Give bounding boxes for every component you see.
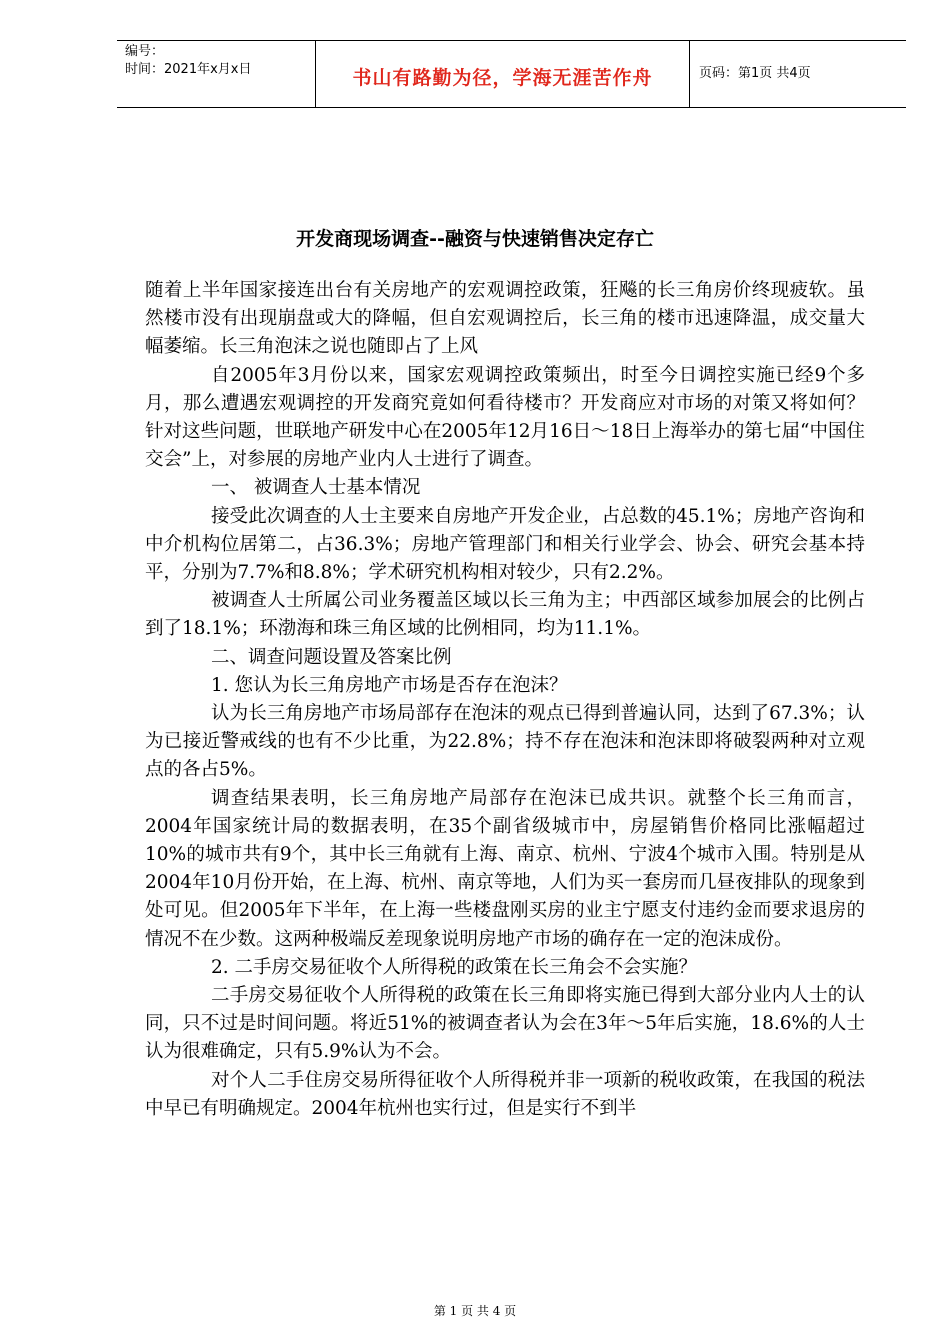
document-body [145,277,865,1123]
paragraph: 接受此次调查的人士主要来自房地产开发企业，占总数的45.1%；房地产咨询和中介机构位居第二，占36.3%；房地产管理部门和相关行业学会、协会、研究会基本持平，分别为7.7%和8.8%；学术研究机构相对较少，只有2.2%。 [145,505,865,584]
header-motto: 书山有路勤为径，学海无涯苦作舟 [352,67,653,89]
document-title: 开发商现场调查--融资与快速销售决定存亡 [296,228,654,250]
header-page-cell [689,41,906,107]
header-table [117,40,906,108]
section-heading: 二、调查问题设置及答案比例 [211,646,452,668]
question-heading: 1. 您认为长三角房地产市场是否存在泡沫？ [211,674,568,696]
question-heading: 2. 二手房交易征收个人所得税的政策在长三角会不会实施？ [211,956,698,978]
paragraph: 对个人二手住房交易所得征收个人所得税并非一项新的税收政策，在我国的税法中早已有明确规定。2004年杭州也实行过，但是实行不到半 [145,1069,865,1119]
paragraph: 被调查人士所属公司业务覆盖区域以长三角为主；中西部区域参加展会的比例占到了18.1%；环渤海和珠三角区域的比例相同，均为11.1%。 [145,590,865,640]
section-heading: 一、 被调查人士基本情况 [211,477,421,499]
paragraph: 自2005年3月份以来，国家宏观调控政策频出，时至今日调控实施已经9个多月，那么遭遇宏观调控的开发商究竟如何看待楼市？开发商应对市场的对策又将如何？针对这些问题，世联地产研发中心在2005年12月16日～18日上海举办的第七届“中国住交会”上，对参展的房地产业内人士进行了调查。 [145,364,865,471]
header-page-number: 页码：第1页 共4页 [699,66,811,81]
page-footer: 第 1 页 共 4 页 [433,1304,517,1318]
paragraph: 二手房交易征收个人所得税的政策在长三角即将实施已得到大部分业内人士的认同，只不过是时间问题。将近51%的被调查者认为会在3年～5年后实施，18.6%的人士认为很难确定，只有5.9%认为不会。 [145,985,865,1063]
paragraph: 调查结果表明，长三角房地产局部存在泡沫已成共识。就整个长三角而言，2004年国家统计局的数据表明，在35个副省级城市中，房屋销售价格同比涨幅超过10%的城市共有9个，其中长三角就有上海、南京、杭州、宁波4个城市入围。特别是从2004年10月份开始，在上海、杭州、南京等地，人们为买一套房而几昼夜排队的现象到处可见。但2005年下半年，在上海一些楼盘刚买房的业主宁愿支付违约金而要求退房的情况不在少数。这两种极端反差现象说明房地产市场的确存在一定的泡沫成份。 [145,787,865,950]
header-meta-cell [117,41,315,107]
document-number-label: 编号： [125,44,165,59]
paragraph: 认为长三角房地产市场局部存在泡沫的观点已得到普遍认同，达到了67.3%；认为已接近警戒线的也有不少比重，为22.8%；持不存在泡沫和泡沫即将破裂两种对立观点的各占5%。 [145,703,865,781]
document-time-label: 时间：2021年x月x日 [125,62,252,77]
paragraph-intro: 随着上半年国家接连出台有关房地产的宏观调控政策，狂飚的长三角房价终现疲软。虽然楼市没有出现崩盘或大的降幅，但自宏观调控后，长三角的楼市迅速降温，成交量大幅萎缩。长三角泡沫之说也随即占了上风 [145,280,865,358]
header-motto-cell [315,41,690,107]
